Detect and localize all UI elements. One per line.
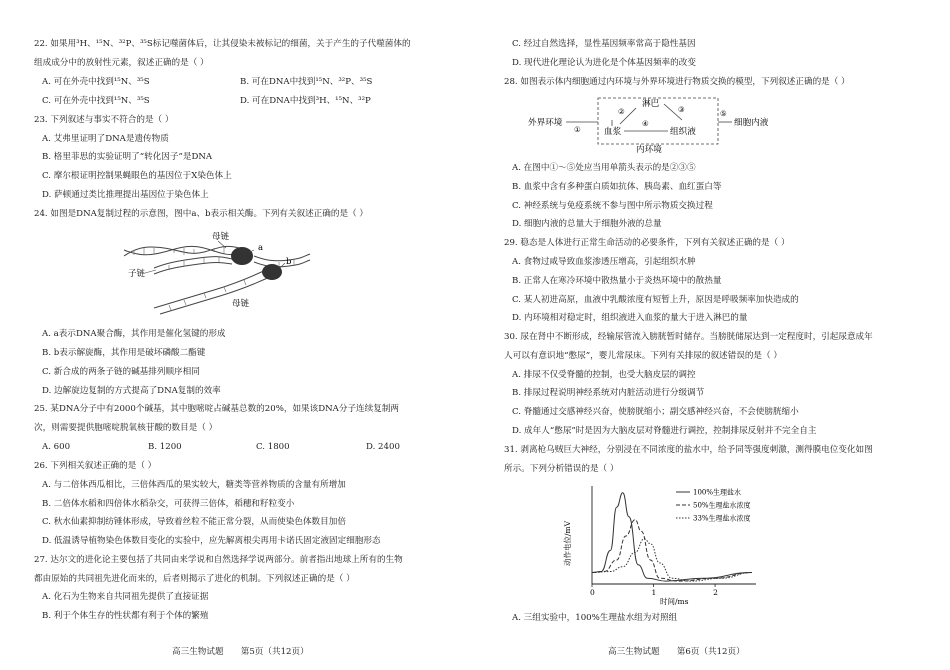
legend-label-2: 50%生理盐水浓度	[693, 501, 751, 510]
q30-option-b: B. 排尿过程说明神经系统对内脏活动进行分级调节	[512, 388, 705, 398]
q24-option-d: D. 边解旋边复制的方式提高了DNA复制的效率	[42, 386, 221, 396]
internal-environment-diagram	[524, 92, 804, 156]
q26-option-b: B. 二倍体水稻和四倍体水稻杂交，可获得三倍体，稻穗和籽粒变小	[42, 499, 295, 509]
q27-stem-line1: 27. 达尔文的进化论主要包括了共同由来学说和自然选择学说两部分。前者指出地球上所有的生物	[34, 555, 403, 565]
legend-label-1: 100%生理盐水	[693, 488, 742, 497]
diagram-intracellular: 细胞内液	[734, 118, 769, 128]
q31-stem-line2: 所示。下列分析错误的是（ ）	[504, 464, 619, 474]
q23-option-a: A. 艾弗里证明了DNA是遗传物质	[42, 134, 169, 144]
x-tick-label: 1	[651, 588, 657, 597]
q23-stem: 23. 下列叙述与事实不符合的是（ ）	[34, 115, 174, 125]
fig24-label-bottom: 母链	[232, 299, 250, 309]
q25-option-a: A. 600	[42, 442, 71, 452]
action-potential-chart	[556, 480, 766, 610]
diagram-tissue-fluid: 组织液	[670, 127, 696, 137]
chart-y-label: 动作电位/mV	[563, 520, 572, 566]
q30-stem-line1: 30. 尿在肾中不断形成，经输尿管流入膀胱暂时储存。当膀胱储尿达到一定程度时，引起尿意成年	[504, 332, 873, 342]
q22-option-b: B. 可在DNA中找到¹⁵N、³²P、³⁵S	[240, 77, 373, 87]
q25-option-d: D. 2400	[366, 442, 400, 452]
x-tick-label: 2	[713, 588, 718, 597]
series-line-2	[592, 520, 752, 581]
q29-option-d: D. 内环境相对稳定时，组织液进入血浆的量大于进入淋巴的量	[512, 313, 748, 323]
q28-option-a: A. 在图中①～⑤处应当用单箭头表示的是②③⑤	[512, 163, 696, 173]
enzyme-a-icon	[231, 247, 253, 265]
diagram-lymph: 淋巴	[642, 99, 660, 109]
diagram-num-3: ③	[678, 105, 685, 114]
q25-stem-line2: 次，则需要提供胞嘧啶脱氧核苷酸的数目是（ ）	[34, 423, 218, 433]
diagram-outer-env: 外界环境	[528, 118, 563, 128]
q23-option-c: C. 摩尔根证明控制果蝇眼色的基因位于X染色体上	[42, 171, 232, 181]
left-page	[34, 0, 464, 670]
fig24-label-top: 母链	[212, 232, 230, 242]
right-page	[504, 0, 934, 670]
q22-option-c: C. 可在外壳中找到¹⁵N、³⁵S	[42, 96, 150, 106]
left-page-footer: 高三生物试题 第5页（共12页）	[172, 647, 309, 657]
q24-option-b: B. b表示解旋酶，其作用是破坏磷酸二酯键	[42, 348, 206, 358]
chart-x-label: 时间/ms	[660, 597, 689, 606]
q30-stem-line2: 人可以有意识地“憋尿”，婴儿常尿床。下列有关排尿的叙述错误的是（ ）	[504, 351, 782, 361]
fig24-label-left: 子链	[128, 269, 146, 279]
q25-stem-line1: 25. 某DNA分子中有2000个碱基，其中胞嘧啶占碱基总数的20%，如果该DNA分子连续复制两	[34, 404, 400, 414]
q22-stem-line2: 组成成分中的放射性元素，叙述正确的是（ ）	[34, 58, 209, 68]
legend-label-3: 33%生理盐水浓度	[693, 514, 751, 523]
dna-replication-figure	[114, 226, 314, 318]
q26-option-c: C. 秋水仙素抑制纺锤体形成，导致着丝粒不能正常分裂，从而使染色体数目加倍	[42, 517, 346, 527]
q27-option-a: A. 化石为生物来自共同祖先提供了直接证据	[42, 592, 209, 602]
q31-stem-line1: 31. 剥离枪乌贼巨大神经，分别浸在不同浓度的盐水中，给予同等强度刺激，测得膜电位变化如图	[504, 445, 873, 455]
q29-option-b: B. 正常人在寒冷环境中散热量小于炎热环境中的散热量	[512, 276, 722, 286]
q28-option-c: C. 神经系统与免疫系统不参与图中所示物质交换过程	[512, 201, 713, 211]
q25-option-c: C. 1800	[256, 442, 290, 452]
q22-option-d: D. 可在DNA中找到³H、¹⁵N、³²P	[240, 96, 371, 106]
diagram-num-2: ②	[618, 107, 625, 116]
q26-option-d: D. 低温诱导植物染色体数目变化的实验中，应先解离根尖再用卡诺氏固定液固定细胞形态	[42, 536, 381, 546]
diagram-plasma: 血浆	[604, 127, 622, 137]
diagram-num-1: ①	[574, 125, 581, 134]
diagram-num-5: ⑤	[720, 109, 727, 118]
q23-option-d: D. 萨顿通过类比推理提出基因位于染色体上	[42, 190, 209, 200]
q28-stem: 28. 如图表示体内细胞通过内环境与外界环境进行物质交换的模型，下列叙述正确的是（ ）	[504, 77, 850, 87]
q24-option-c: C. 新合成的两条子链的碱基排列顺序相同	[42, 367, 200, 377]
enzyme-b-icon	[262, 264, 282, 280]
q30-option-a: A. 排尿不仅受脊髓的控制，也受大脑皮层的调控	[512, 370, 696, 380]
q27-option-d: D. 现代进化理论认为进化是个体基因频率的改变	[512, 58, 696, 68]
right-page-footer: 高三生物试题 第6页（共12页）	[608, 647, 745, 657]
q23-option-b: B. 格里菲思的实验证明了“转化因子”是DNA	[42, 152, 213, 162]
q22-option-a: A. 可在外壳中找到¹⁵N、³⁵S	[42, 77, 150, 87]
q30-option-d: D. 成年人“憋尿”时是因为大脑皮层对脊髓进行调控，控制排尿反射并不完全自主	[512, 426, 817, 436]
q27-option-b: B. 利于个体生存的性状都有利于个体的繁殖	[42, 611, 209, 621]
q26-stem: 26. 下列相关叙述正确的是（ ）	[34, 461, 157, 471]
q29-option-a: A. 食物过咸导致血浆渗透压增高，引起组织水肿	[512, 257, 696, 267]
q27-option-c: C. 经过自然选择，显性基因频率常高于隐性基因	[512, 39, 696, 49]
diagram-num-4: ④	[642, 119, 649, 128]
q24-stem: 24. 如图是DNA复制过程的示意图，图中a、b表示相关酶。下列有关叙述正确的是（ ）	[34, 209, 368, 219]
q24-option-a: A. a表示DNA聚合酶，其作用是催化氢键的形成	[42, 329, 226, 339]
q31-option-a: A. 三组实验中，100%生理盐水组为对照组	[512, 613, 678, 623]
q27-stem-line2: 都由原始的共同祖先进化而来的，后者则揭示了进化的机制。下列叙述正确的是（ ）	[34, 574, 355, 584]
q30-option-c: C. 脊髓通过交感神经兴奋，使膀胱缩小；副交感神经兴奋，不会使膀胱缩小	[512, 407, 799, 417]
fig24-label-a: a	[258, 243, 264, 253]
q26-option-a: A. 与二倍体西瓜相比，三倍体西瓜的果实较大，糖类等营养物质的含量有所增加	[42, 480, 346, 490]
q29-stem: 29. 稳态是人体进行正常生命活动的必要条件，下列有关叙述正确的是（ ）	[504, 238, 790, 248]
diagram-internal-env-label: 内环境	[636, 145, 662, 155]
fig24-label-b: b	[286, 257, 292, 267]
q22-stem-line1: 22. 如果用³H、¹⁵N、³²P、³⁵S标记噬菌体后，让其侵染未被标记的细菌，关于产生的子代噬菌体的	[34, 39, 411, 49]
q25-option-b: B. 1200	[148, 442, 182, 452]
q28-option-b: B. 血浆中含有多种蛋白质如抗体、胰岛素、血红蛋白等	[512, 182, 722, 192]
q29-option-c: C. 某人初进高原，血液中乳酸浓度有短暂上升，原因是呼吸频率加快造成的	[512, 295, 799, 305]
x-tick-label: 0	[590, 588, 595, 597]
q28-option-d: D. 细胞内液的总量大于细胞外液的总量	[512, 219, 662, 229]
